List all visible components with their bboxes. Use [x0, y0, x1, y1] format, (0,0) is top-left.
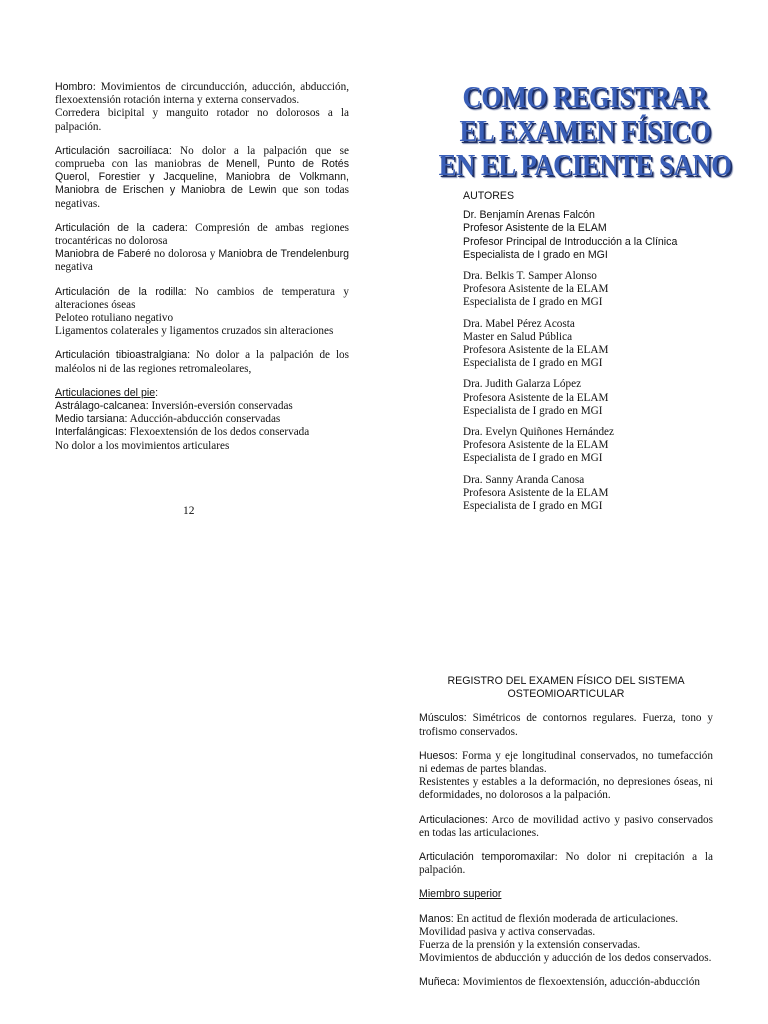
- authors-heading: AUTORES: [463, 190, 515, 202]
- author-name: Dra. Mabel Pérez Acosta: [463, 317, 575, 330]
- text-rodilla-2: Peloteo rotuliano negativo: [55, 312, 174, 325]
- author-name: Dra. Judith Galarza López: [463, 378, 582, 391]
- label-pie-colon: :: [155, 386, 159, 399]
- label-muneca: Muñeca: [419, 976, 457, 989]
- label-tibioastralgiana: Articulación tibioastralgiana:: [55, 349, 191, 362]
- author-entry: [463, 474, 723, 514]
- section-rodilla: [55, 286, 349, 339]
- author-credential: Profesora Asistente de la ELAM: [463, 283, 609, 296]
- author-credential: Profesora Asistente de la ELAM: [463, 486, 609, 499]
- section-articulaciones: [419, 814, 713, 840]
- text-rodilla-3: Ligamentos colaterales y ligamentos cruzados sin alteraciones: [55, 325, 334, 338]
- text-sacroiliaca-2: que son todas negativas.: [55, 184, 350, 210]
- author-credential: Especialista de I grado en MGI: [463, 296, 603, 309]
- label-huesos: Huesos:: [419, 749, 458, 762]
- author-credential: Especialista de I grado en MGI: [463, 248, 608, 261]
- author-entry: [463, 426, 723, 466]
- text-huesos-2: Resistentes y estables a la deformación, no depresiones óseas, ni deformidades, no dolorosos a la palpación.: [419, 776, 713, 802]
- author-name: Dra. Sanny Aranda Canosa: [463, 473, 585, 486]
- label-sacroiliaca: Articulación sacroilíaca:: [55, 144, 172, 157]
- text-medio-tarsiana: Aducción-abducción conservadas: [127, 413, 281, 426]
- author-credential: Especialista de I grado en MGI: [463, 500, 603, 513]
- label-interfalangicas: Interfalángicas:: [55, 426, 127, 439]
- section-pie: [55, 387, 349, 453]
- label-hombro: Hombro: [55, 81, 93, 93]
- authors-block: [463, 190, 723, 521]
- text-cadera-1: Compresión de ambas regiones trocantéricas no dolorosa: [55, 221, 350, 248]
- author-credential: Master en Salud Pública: [463, 330, 573, 343]
- label-pie: Articulaciones del pie: [55, 386, 156, 399]
- text-manos-2: Movilidad pasiva y activa conservadas.: [419, 925, 596, 938]
- section-manos: [419, 913, 713, 966]
- section-temporomaxilar: [419, 851, 713, 877]
- label-fabere: Maniobra de Faberé: [55, 248, 151, 261]
- text-manos-4: Movimientos de abducción y aducción de los dedos conservados.: [419, 952, 712, 965]
- title-line-3: EN EL PACIENTE SANO: [438, 147, 732, 182]
- section-hombro: [55, 81, 349, 134]
- text-sacroiliaca-1: No dolor a la palpación que se comprueba con las maniobras de: [55, 144, 349, 171]
- text-tibioastralgiana: No dolor a la palpación de los maléolos ni de las regiones retromaleolares,: [55, 349, 349, 375]
- text-temporomaxilar: : No dolor ni crepitación a la palpación.: [419, 851, 713, 877]
- text-interfalangicas: Flexoextensión de los dedos conservada: [126, 426, 310, 439]
- text-astragalo: Inversión-eversión conservadas: [148, 400, 293, 413]
- text-trendelenburg: negativa: [55, 261, 93, 274]
- author-credential: Profesor Asistente de la ELAM: [463, 222, 607, 235]
- label-temporomaxilar: Articulación temporomaxilar: [419, 851, 555, 864]
- label-musculos: Músculos:: [419, 712, 467, 725]
- author-credential: Especialista de I grado en MGI: [463, 452, 603, 465]
- text-muneca: : Movimientos de flexoextensión, aducción-abducción: [456, 976, 700, 989]
- label-medio-tarsiana: Medio tarsiana:: [55, 413, 128, 426]
- author-name: Dr. Benjamín Arenas Falcón: [463, 209, 595, 222]
- author-credential: Profesora Asistente de la ELAM: [463, 391, 609, 404]
- authors-list: [463, 209, 723, 513]
- text-huesos-1: Forma y eje longitudinal conservados, no tumefacción ni edemas de partes blandas.: [419, 749, 713, 776]
- label-trendelenburg: Maniobra de Trendelenburg: [218, 248, 349, 261]
- text-musculos: Simétricos de contornos regulares. Fuerza, tono y trofismo conservados.: [419, 712, 713, 738]
- author-entry: [463, 378, 723, 418]
- author-credential: Especialista de I grado en MGI: [463, 404, 603, 417]
- title-line-1: COMO REGISTRAR: [462, 79, 708, 114]
- author-name: Dra. Belkis T. Samper Alonso: [463, 270, 597, 283]
- author-credential: Profesora Asistente de la ELAM: [463, 344, 609, 357]
- text-hombro-1: : Movimientos de circunducción, aducción, abducción, flexoextensión rotación interna y externa conservados.: [55, 81, 349, 107]
- registro-section: [419, 675, 713, 1001]
- label-astragalo: Astrálago-calcanea:: [55, 400, 149, 413]
- text-articulaciones: Arco de movilidad activo y pasivo conservados en todas las articulaciones.: [419, 813, 713, 839]
- section-huesos: [419, 750, 713, 803]
- section-muneca: [419, 976, 713, 989]
- author-entry: [463, 318, 723, 371]
- author-credential: Profesor Principal de Introducción a la Clínica: [463, 235, 678, 248]
- label-miembro-superior: Miembro superior: [419, 888, 502, 901]
- registro-heading: [419, 675, 713, 701]
- registro-heading-line-1: REGISTRO DEL EXAMEN FÍSICO DEL SISTEMA: [447, 675, 685, 687]
- label-rodilla: Articulación de la rodilla:: [55, 285, 187, 298]
- author-name: Dra. Evelyn Quiñones Hernández: [463, 426, 614, 439]
- text-hombro-2: Corredera bicipital y manguito rotador no dolorosos a la palpación.: [55, 107, 349, 133]
- text-rodilla-1: No cambios de temperatura y alteraciones óseas: [55, 285, 350, 311]
- author-credential: Profesora Asistente de la ELAM: [463, 439, 609, 452]
- sacroiliaca-maneuvers: Menell, Punto de Rotés Querol, Forestier y Jacqueline, Maniobra de Volkmann, Maniobra de Erischen y Maniobra de Lewin: [55, 158, 349, 197]
- section-miembro-superior: [419, 888, 713, 901]
- text-pie-last: No dolor a los movimientos articulares: [55, 439, 230, 452]
- section-musculos: [419, 712, 713, 738]
- author-entry: [463, 209, 723, 262]
- label-cadera: Articulación de la cadera:: [55, 221, 188, 234]
- label-articulaciones: Articulaciones:: [419, 813, 488, 826]
- author-credential: Especialista de I grado en MGI: [463, 357, 603, 370]
- label-manos: Manos:: [419, 912, 454, 925]
- section-tibioastralgiana: [55, 349, 349, 375]
- section-cadera: [55, 222, 349, 275]
- text-manos-1: En actitud de flexión moderada de articulaciones.: [453, 912, 679, 925]
- page-number: 12: [183, 505, 195, 517]
- document-title: [426, 80, 744, 182]
- title-line-2: EL EXAMEN FÍSICO: [459, 113, 711, 148]
- text-fabere: no dolorosa y: [150, 248, 219, 261]
- author-entry: [463, 270, 723, 310]
- registro-heading-line-2: OSTEOMIOARTICULAR: [507, 688, 625, 701]
- left-column: [55, 81, 349, 464]
- text-manos-3: Fuerza de la prensión y la extensión conservadas.: [419, 939, 641, 952]
- section-sacroiliaca: [55, 145, 349, 211]
